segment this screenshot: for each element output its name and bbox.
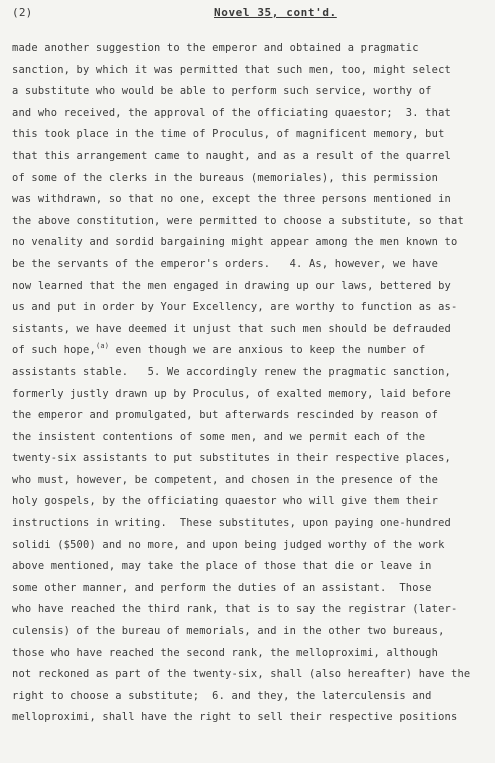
- footnote-marker: (a): [95, 342, 110, 351]
- text-fragment: even though we are anxious to keep the number of: [109, 344, 426, 357]
- page-header: [12, 6, 487, 26]
- text-line-with-footnote: [12, 340, 487, 362]
- text-line: right to choose a substitute; 6. and they, the laterculensis and: [12, 689, 432, 702]
- text-line: holy gospels, by the officiating quaestor who will give them their: [12, 495, 439, 508]
- text-line: twenty-six assistants to put substitutes in their respective places,: [12, 452, 451, 465]
- text-line: solidi ($500) and no more, and upon being judged worthy of the work: [12, 538, 445, 551]
- page-number: (2): [12, 6, 33, 19]
- text-line: who have reached the third rank, that is to say the registrar (later-: [12, 603, 458, 616]
- text-line: of some of the clerks in the bureaus (memoriales), this permission: [12, 171, 439, 184]
- text-line: culensis) of the bureau of memorials, and in the other two bureaus,: [12, 625, 445, 638]
- text-line: above mentioned, may take the place of those that die or leave in: [12, 560, 432, 573]
- text-line: this took place in the time of Proculus, of magnificent memory, but: [12, 128, 445, 141]
- text-line: a substitute who would be able to perform such service, worthy of: [12, 85, 432, 98]
- text-line: was withdrawn, so that no one, except the three persons mentioned in: [12, 193, 451, 206]
- text-fragment: of such hope,: [12, 344, 96, 357]
- text-line: who must, however, be competent, and chosen in the presence of the: [12, 473, 439, 486]
- text-line: some other manner, and perform the duties of an assistant. Those: [12, 581, 432, 594]
- text-line: the insistent contentions of some men, and we permit each of the: [12, 430, 426, 443]
- text-line: now learned that the men engaged in drawing up our laws, bettered by: [12, 279, 451, 292]
- page-heading: Novel 35, cont'd.: [214, 6, 337, 19]
- text-line: instructions in writing. These substitutes, upon paying one-hundred: [12, 517, 451, 530]
- text-line: sanction, by which it was permitted that such men, too, might select: [12, 63, 451, 76]
- text-line: us and put in order by Your Excellency, are worthy to function as as-: [12, 301, 458, 314]
- text-line: formerly justly drawn up by Proculus, of exalted memory, laid before: [12, 387, 451, 400]
- text-line: the emperor and promulgated, but afterwards rescinded by reason of: [12, 409, 439, 422]
- text-line: melloproximi, shall have the right to sell their respective positions: [12, 711, 458, 724]
- text-line: and who received, the approval of the officiating quaestor; 3. that: [12, 106, 451, 119]
- text-line: made another suggestion to the emperor and obtained a pragmatic: [12, 42, 419, 54]
- text-line: be the servants of the emperor's orders. 4. As, however, we have: [12, 257, 439, 270]
- text-line: no venality and sordid bargaining might appear among the men known to: [12, 236, 458, 249]
- text-line: assistants stable. 5. We accordingly renew the pragmatic sanction,: [12, 365, 451, 378]
- text-line: that this arrangement came to naught, and as a result of the quarrel: [12, 149, 451, 162]
- body-text: [12, 38, 487, 729]
- text-line: those who have reached the second rank, the melloproximi, although: [12, 646, 439, 659]
- text-line: the above constitution, were permitted to choose a substitute, so that: [12, 214, 464, 227]
- text-line: not reckoned as part of the twenty-six, shall (also hereafter) have the: [12, 668, 471, 681]
- text-line: sistants, we have deemed it unjust that such men should be defrauded: [12, 322, 451, 335]
